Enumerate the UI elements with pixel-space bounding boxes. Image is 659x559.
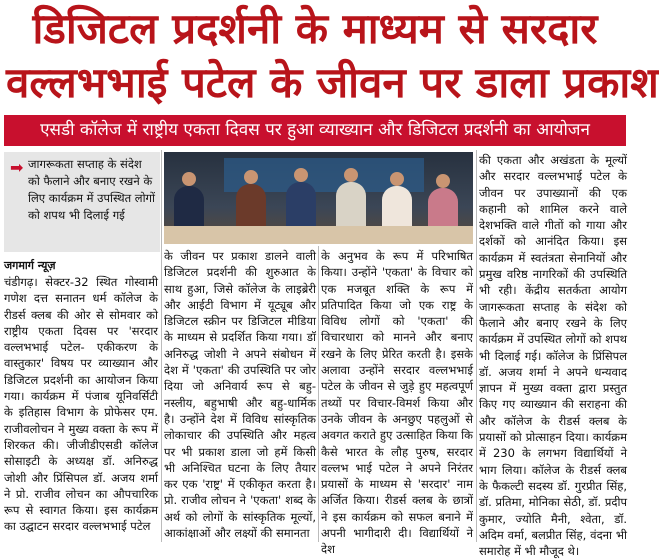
column-divider xyxy=(161,150,162,542)
byline: जगमार्ग न्यूज़ xyxy=(4,259,56,272)
highlight-text: जागरूकता सप्ताह के संदेश को फैलाने और बनाए रखने के लिए कार्यक्रम में उपस्थित लोगों को शपथ भी दिलाई गई xyxy=(28,157,156,222)
person-head xyxy=(294,168,308,182)
column-divider xyxy=(476,150,477,542)
article-column-3: के अनुभव के रूप में परिभाषित किया। उन्होंने 'एकता' के विचार को एक मजबूत शक्ति के रूप में प्रतिपादित किया जो एक राष्ट्र के विविध लोगों को 'एकता' की विचारधारा को मानने और बनाए रखने के लिए प्रेरित करती है। इसके अलावा उन्होंने सरदार वल्लभभाई पटेल के जीवन से जुड़े हुए महत्वपूर्ण तथ्यों पर विचार-विमर्श किया और उनके जीवन के अनछुए पहलुओं से अवगत कराते हुए उत्साहित किया कि कैसे भारत के लौह पुरुष, सरदार वल्लभ भाई पटेल ने अपने निरंतर प्रयासों के माध्यम से 'सरदार' नाम अर्जित किया। रीडर्स क्लब के छात्रों ने इस कार्यक्रम को सफल बनाने में अपनी भागीदारी दी। विद्यार्थियों ने देश xyxy=(321,249,473,557)
person-head xyxy=(390,172,404,186)
event-photo xyxy=(164,152,473,244)
headline-line-2: वल्लभभाई पटेल के जीवन पर डाला प्रकाश xyxy=(6,58,659,107)
article-column-1: चंडीगढ़। सेक्टर-32 स्थित गोस्वामी गणेश दत्त सनातन धर्म कॉलेज के रीडर्स क्लब की ओर से सोमवार को राष्ट्रीय एकता दिवस पर 'सरदार वल्लभभाई पटेल- एकीकरण के वास्तुकार' विषय पर व्याख्यान और डिजिटल प्रदर्शनी का आयोजन किया गया। कार्यक्रम में पंजाब यूनिवर्सिटी के इतिहास विभाग के प्रोफेसर एम. राजीवलोचन ने मुख्य वक्ता के रूप में शिरकत की। जीजीडीएसडी कॉलेज सोसाइटी के अध्यक्ष डॉ. अनिरुद्ध जोशी और प्रिंसिपल डॉ. अजय शर्मा ने प्रो. राजीव लोचन का औपचारिक रूप से स्वागत किया। इस कार्यक्रम का उद्घाटन सरदार वल्लभभाई पटेल xyxy=(4,275,158,534)
article-column-2: के जीवन पर प्रकाश डालने वाली डिजिटल प्रदर्शनी की शुरुआत के साथ हुआ, जिसे कॉलेज के लाइब्रेरी और आईटी विभाग में यूट्यूब और डिजिटल स्क्रीन पर डिजिटल मीडिया के माध्यम से प्रदर्शित किया गया। डॉ अनिरुद्ध जोशी ने अपने संबोधन में देश में 'एकता' की उपस्थिति पर जोर दिया जो अनिवार्य रूप से बहु-नस्लीय, बहुभाषी और बहु-धार्मिक है। उन्होंने देश में विविध सांस्कृतिक लोकाचार की उपस्थिति और महत्व पर भी प्रकाश डाला जो हमें किसी भी अनिश्चित घटना के लिए तैयार कर एक 'राष्ट्र' में एकीकृत करता है। प्रो. राजीव लोचन ने 'एकता' शब्द के अर्थ को लोगों के सांस्कृतिक मूल्यों, आकांक्षाओं और लक्ष्यों की समानता xyxy=(164,249,316,541)
person-head xyxy=(182,172,196,186)
article-column-4: की एकता और अखंडता के मूल्यों और सरदार वल्लभभाई पटेल के जीवन पर उपाख्यानों की एक कहानी को शामिल करने वाले देशभक्ति वाले गीतों को गाया और दर्शकों को आनंदित किया। इस कार्यक्रम में स्वतंत्रता सेनानियों और प्रमुख वरिष्ठ नागरिकों की उपस्थिति भी रही। केंद्रीय सतर्कता आयोग जागरूकता सप्ताह के संदेश को फैलाने और बनाए रखने के लिए कार्यक्रम में उपस्थित लोगों को शपथ भी दिलाई गई। कॉलेज के प्रिंसिपल डॉ. अजय शर्मा ने अपने धन्यवाद ज्ञापन में मुख्य वक्ता द्वारा प्रस्तुत किए गए व्याख्यान की सराहना की और कॉलेज के रीडर्स क्लब के प्रयासों को प्रोत्साहन दिया। कार्यक्रम में 230 के लगभग विद्यार्थियों ने भाग लिया। कॉलेज के रीडर्स क्लब के फैकल्टी सदस्य डॉ. गुरप्रीत सिंह, डॉ. प्रतिमा, मोनिका सेठी, डॉ. प्रदीप कुमार, ज्योति मैनी, श्वेता, डॉ. अदिम वर्मा, बलप्रीत सिंह, वंदना भी समारोह में भी मौजूद थे। xyxy=(479,153,627,559)
headline xyxy=(0,0,659,112)
headline-line-1: डिजिटल प्रदर्शनी के माध्यम से सरदार xyxy=(32,4,598,53)
subheadline-bar: एसडी कॉलेज में राष्ट्रीय एकता दिवस पर हुआ व्याख्यान और डिजिटल प्रदर्शनी का आयोजन xyxy=(4,115,626,146)
person-head xyxy=(344,168,358,182)
highlight-box xyxy=(4,152,160,252)
arrow-icon: ➡ xyxy=(10,158,24,177)
person-head xyxy=(436,174,450,188)
person-head xyxy=(244,170,258,184)
stage-table xyxy=(164,226,473,244)
column-divider xyxy=(318,246,319,542)
